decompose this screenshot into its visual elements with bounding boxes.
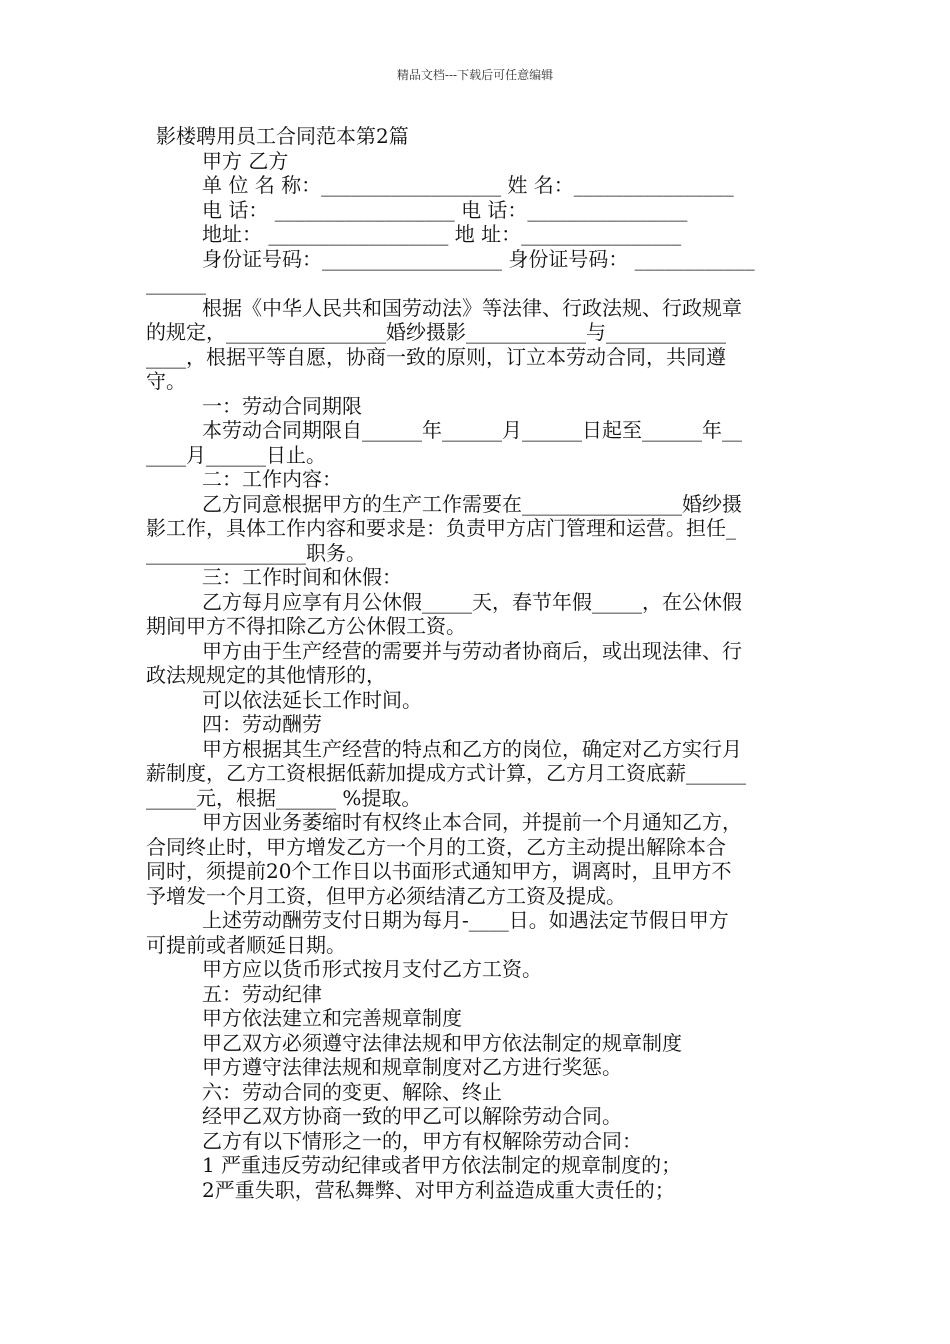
body-line: 甲方由于生产经营的需要并与劳动者协商后，或出现法律、行 <box>202 638 742 663</box>
body-line: 四：劳动酬劳 <box>202 712 322 736</box>
body-line: 五：劳动纪律 <box>202 981 322 1006</box>
body-line: 1 严重违反劳动纪律或者甲方依法制定的规章制度的； <box>202 1153 682 1177</box>
body-line: 根据《中华人民共和国劳动法》等法律、行政法规、行政规章 <box>202 295 742 320</box>
body-line: 本劳动合同期限自______年______月______日起至______年__ <box>202 418 742 442</box>
body-line: 甲方 乙方 <box>202 148 289 173</box>
body-line: _____元，根据______ %提取。 <box>146 785 422 810</box>
body-line: 乙方同意根据甲方的生产工作需要在________________婚纱摄 <box>202 491 742 516</box>
body-line: 2严重失职，营私舞弊、对甲方利益造成重大责任的； <box>202 1177 675 1202</box>
body-line: 守。 <box>146 369 186 393</box>
body-line: 二：工作内容： <box>202 467 342 491</box>
body-line: 三：工作时间和休假： <box>202 565 402 589</box>
body-line: 可提前或者顺延日期。 <box>146 932 346 957</box>
body-line: 乙方每月应享有月公休假_____天，春节年假_____，在公休假 <box>202 589 742 614</box>
body-line: 甲方遵守法律法规和规章制度对乙方进行奖惩。 <box>202 1055 622 1079</box>
body-line: ____，根据平等自愿，协商一致的原则，订立本劳动合同，共同遵 <box>146 344 726 369</box>
contract-body <box>146 124 808 1202</box>
body-line: 可以依法延长工作时间。 <box>202 687 422 712</box>
body-line: 一：劳动合同期限 <box>202 393 362 418</box>
document-title: 影楼聘用员工合同范本第2篇 <box>156 124 409 148</box>
body-line: 甲方因业务萎缩时有权终止本合同，并提前一个月通知乙方， <box>202 810 742 834</box>
body-line: 影工作，具体工作内容和要求是：负责甲方店门管理和运营。担任_ <box>146 516 736 540</box>
body-line: 甲方依法建立和完善规章制度 <box>202 1006 462 1030</box>
body-line: 期间甲方不得扣除乙方公休假工资。 <box>146 614 466 638</box>
body-line: 甲方应以货币形式按月支付乙方工资。 <box>202 957 542 981</box>
body-line: 薪制度，乙方工资根据低薪加提成方式计算，乙方月工资底薪______ <box>146 761 746 785</box>
body-line: 经甲乙双方协商一致的甲乙可以解除劳动合同。 <box>202 1104 622 1128</box>
body-line: 地址： __________________ 地 址：________________ <box>202 222 682 246</box>
body-line: 的规定，________________婚纱摄影____________与____________ <box>146 320 726 344</box>
body-line: 合同终止时，甲方增发乙方一个月的工资，乙方主动提出解除本合 <box>146 834 726 859</box>
body-line: ______ <box>146 271 206 295</box>
body-line: 同时，须提前20个工作日以书面形式通知甲方，调离时，且甲方不 <box>146 859 732 883</box>
header-note: 精品文档---下载后可任意编辑 <box>396 68 554 82</box>
body-line: 六：劳动合同的变更、解除、终止 <box>202 1079 502 1104</box>
body-line: 政法规规定的其他情形的， <box>146 663 386 687</box>
body-line: 甲方根据其生产经营的特点和乙方的岗位，确定对乙方实行月 <box>202 736 742 761</box>
body-line: 单 位 名 称：__________________ 姓 名：________________ <box>202 173 734 197</box>
body-line: 上述劳动酬劳支付日期为每月-____日。如遇法定节假日甲方 <box>202 908 729 932</box>
body-line: ________________职务。 <box>146 540 366 565</box>
body-line: ____月______日止。 <box>146 442 326 467</box>
body-line: 甲乙双方必须遵守法律法规和甲方依法制定的规章制度 <box>202 1030 682 1055</box>
body-line: 予增发一个月工资，但甲方必须结清乙方工资及提成。 <box>146 883 626 908</box>
body-line: 电 话： __________________ 电 话：________________ <box>202 197 688 222</box>
body-line: 身份证号码：__________________ 身份证号码： ____________ <box>202 246 755 271</box>
body-line: 乙方有以下情形之一的，甲方有权解除劳动合同： <box>202 1128 642 1153</box>
